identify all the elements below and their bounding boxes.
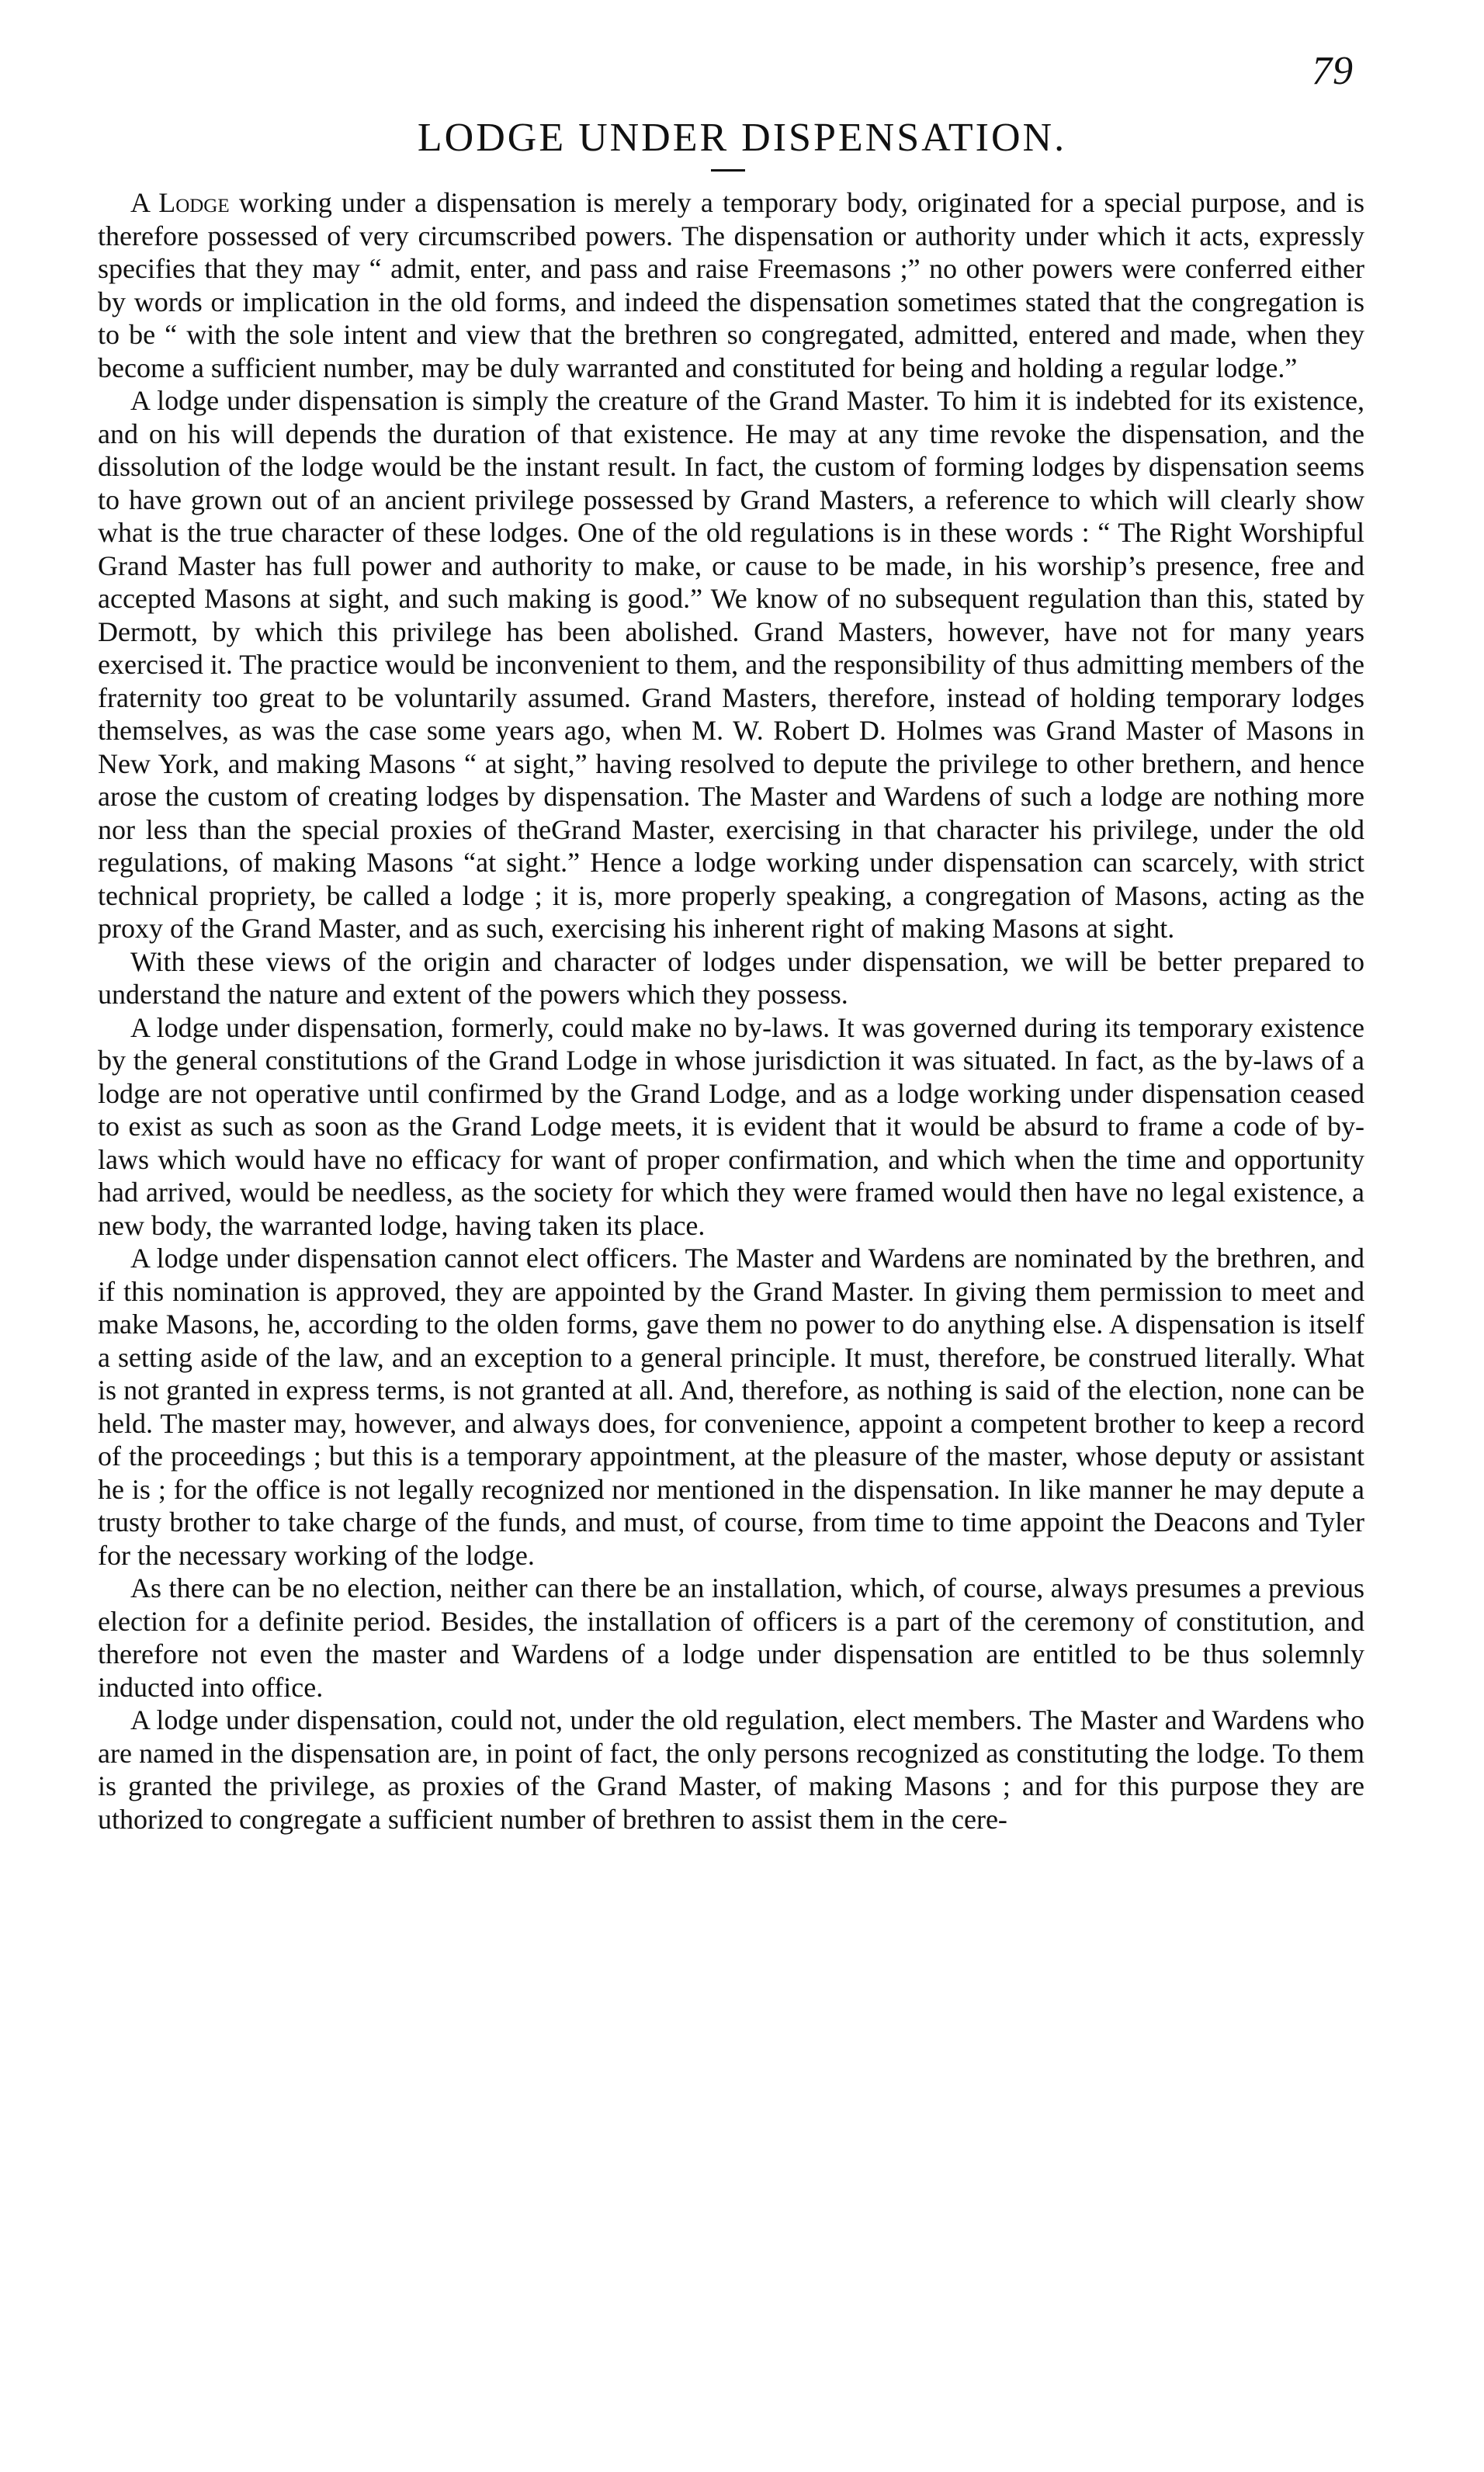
title-divider [711,169,745,172]
paragraph-6: As there can be no election, neither can there be an installation, which, of course, always presumes a previous election for a definite period. Besides, the installation of officers is a part of the ceremony of constitution, and therefore not even the master and Wardens of a lodge under dispensation are entitled to be thus solemnly inducted into office. [98,1572,1364,1703]
paragraph-7: A lodge under dispensation, could not, under the old regulation, elect members. The Master and Wardens who are named in the dispensation are, in point of fact, the only persons recognized as constituting the lodge. To them is granted the privilege, as proxies of the Grand Master, of making Masons ; and for this purpose they are uthorized to congregate a sufficient number of brethren to assist them in the cere- [98,1704,1364,1835]
body-text [98,186,1364,1836]
paragraph-2: A lodge under dispensation is simply the creature of the Grand Master. To him it is indebted for its existence, and on his will depends the duration of that existence. He may at any time revoke the dispensation, and the dissolution of the lodge would be the instant result. In fact, the custom of forming lodges by dispensation seems to have grown out of an ancient privilege possessed by Grand Masters, a reference to which will clearly show what is the true character of these lodges. One of the old regulations is in these words : “ The Right Worshipful Grand Master has full power and authority to make, or cause to be made, in his worship’s presence, free and accepted Masons at sight, and such making is good.” We know of no subsequent regulation than this, stated by Dermott, by which this privilege has been abolished. Grand Masters, however, have not for many years exercised it. The practice would be inconvenient to them, and the responsibility of thus admitting members of the fraternity too great to be voluntarily assumed. Grand Masters, therefore, instead of holding temporary lodges themselves, as was the case some years ago, when M. W. Robert D. Holmes was Grand Master of Masons in New York, and making Masons “ at sight,” having resolved to depute the privilege to other brethern, and hence arose the custom of creating lodges by dispensation. The Master and Wardens of such a lodge are nothing more nor less than the special proxies of theGrand Master, exercising in that character his privilege, under the old regulations, of making Masons “at sight.” Hence a lodge working under dispensation can scarcely, with strict technical propriety, be called a lodge ; it is, more properly speaking, a congregation of Masons, acting as the proxy of the Grand Master, and as such, exercising his inherent right of making Masons at sight. [98,385,1364,944]
paragraph-1-text: working under a dispensation is merely a temporary body, originated for a special purpose, and is therefore possessed of very circumscribed powers. The dispensation or authority under which it acts, expressly specifies that they may “ admit, enter, and pass and raise Freemasons ;” no other powers were conferred either by words or implication in the old forms, and indeed the dispensation sometimes stated that the congregation is to be “ with the sole intent and view that the brethren so congregated, admitted, entered and made, when they become a sufficient number, may be duly warranted and constituted for being and holding a regular lodge.” [98,187,1365,383]
paragraph-1 [98,186,1364,384]
paragraph-5: A lodge under dispensation cannot elect officers. The Master and Wardens are nominated by the brethren, and if this nomination is approved, they are appointed by the Grand Master. In giving them permission to meet and make Masons, he, according to the olden forms, gave them no power to do anything else. A dispensation is itself a setting aside of the law, and an exception to a general principle. It must, therefore, be construed literally. What is not granted in express terms, is not granted at all. And, therefore, as nothing is said of the election, none can be held. The master may, however, and always does, for convenience, appoint a competent brother to keep a record of the proceedings ; but this is a temporary appointment, at the pleasure of the master, whose deputy or assistant he is ; for the office is not legally recognized nor mentioned in the dispensation. In like manner he may depute a trusty brother to take charge of the funds, and must, of course, from time to time appoint the Deacons and Tyler for the necessary working of the lodge. [98,1243,1364,1571]
paragraph-4: A lodge under dispensation, formerly, could make no by-laws. It was governed during its temporary existence by the general constitutions of the Grand Lodge in whose jurisdiction it was situated. In fact, as the by-laws of a lodge are not operative until confirmed by the Grand Lodge, and as a lodge working under dispensation ceased to exist as such as soon as the Grand Lodge meets, it is evident that it would be absurd to frame a code of by-laws which would have no efficacy for want of proper confirmation, and which when the time and opportunity had arrived, would be needless, as the society for which they were framed would then have no legal existence, a new body, the warranted lodge, having taken its place. [98,1011,1364,1241]
page-title: LODGE UNDER DISPENSATION. [417,116,1067,160]
paragraph-1-lead: A Lodge [130,187,230,218]
page-number: 79 [1312,49,1354,93]
paragraph-3: With these views of the origin and character of lodges under dispensation, we will be better prepared to understand the nature and extent of the powers which they possess. [98,945,1364,1010]
